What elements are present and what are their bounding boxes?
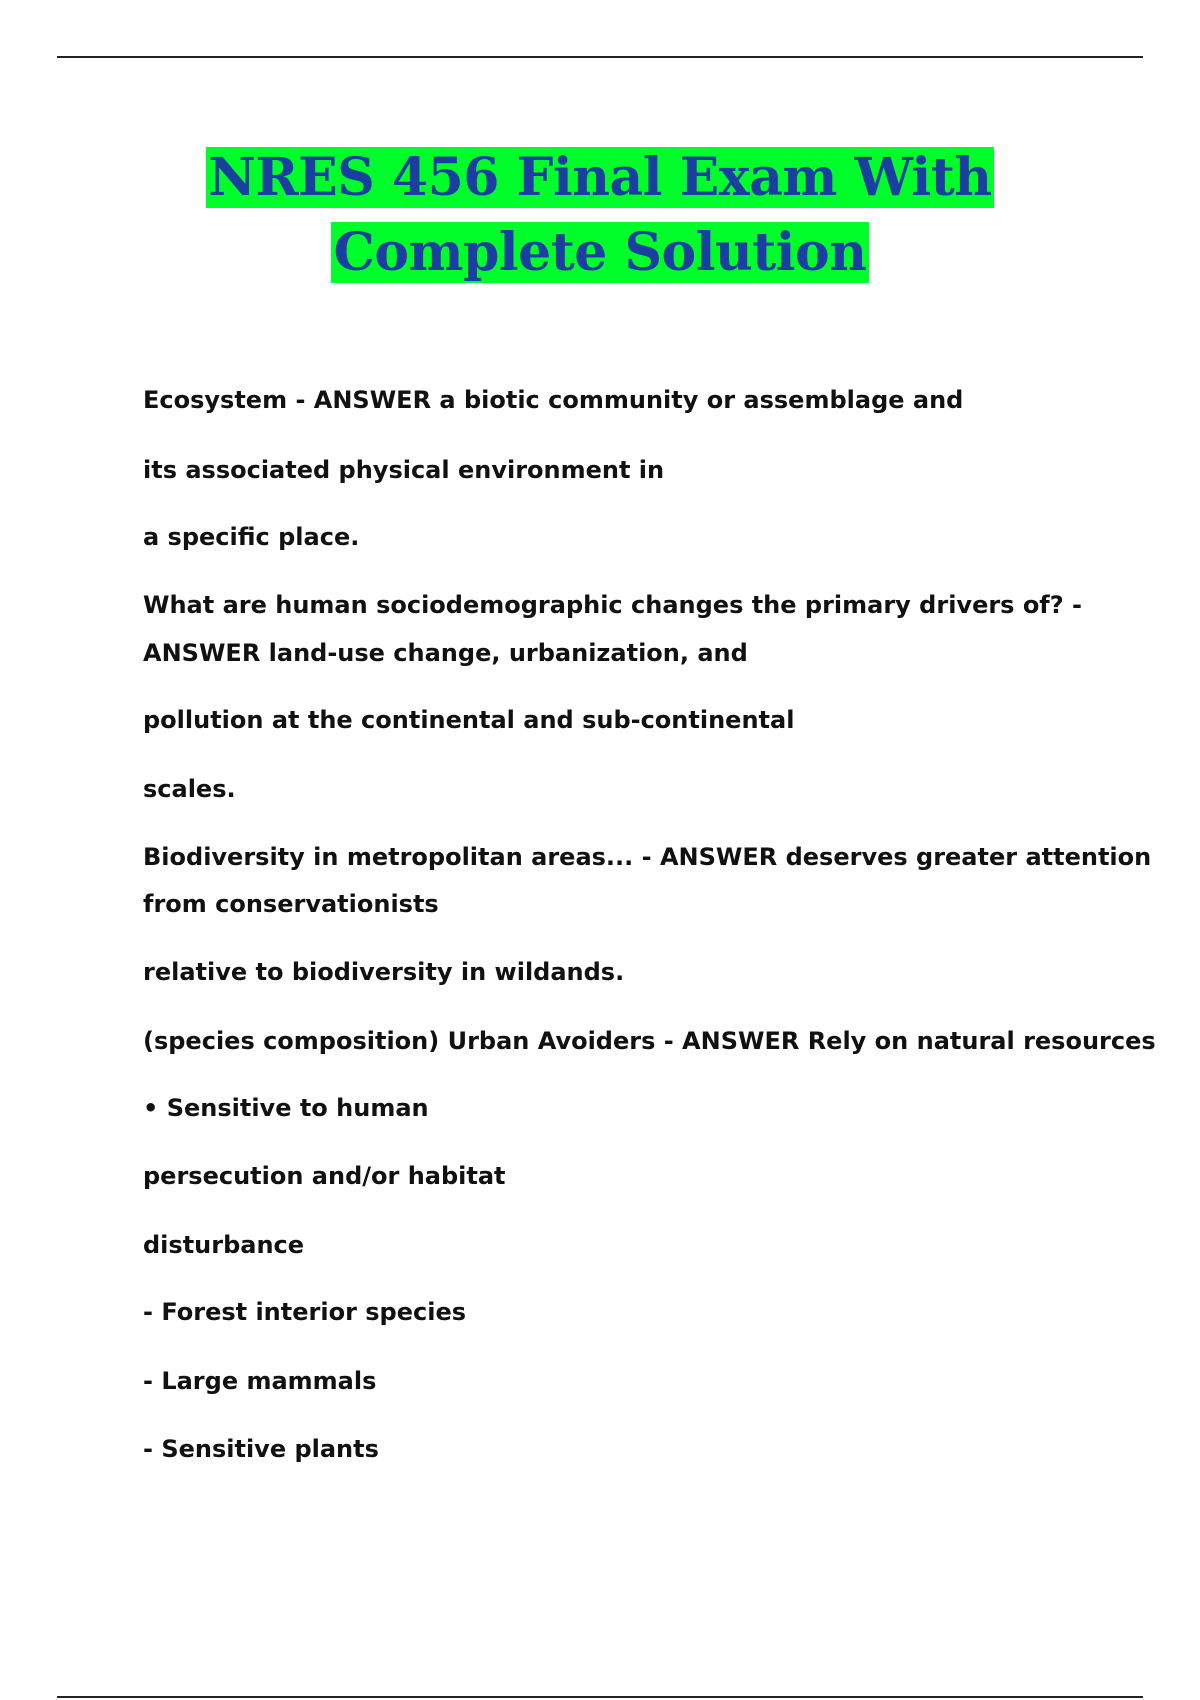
text-line: its associated physical environment in (143, 456, 665, 484)
text-line: ANSWER land-use change, urbanization, and (143, 639, 748, 667)
text-line: from conservationists (143, 890, 439, 918)
list-item: - Forest interior species (143, 1298, 467, 1326)
title-line-2: Complete Solution (333, 222, 867, 283)
top-rule (57, 56, 1143, 58)
bottom-rule (57, 1696, 1143, 1698)
text-line: (species composition) Urban Avoiders - ANSWER Rely on natural resources (143, 1027, 1156, 1055)
text-line: What are human sociodemographic changes the primary drivers of? - (143, 591, 1082, 619)
text-line: Biodiversity in metropolitan areas... - ANSWER deserves greater attention (143, 843, 1152, 871)
text-line: relative to biodiversity in wildands. (143, 958, 625, 986)
text-line: a specific place. (143, 523, 360, 551)
document-title (0, 140, 1200, 290)
list-item: - Large mammals (143, 1367, 377, 1395)
text-line: scales. (143, 775, 236, 803)
text-line: persecution and/or habitat (143, 1162, 506, 1190)
list-item: - Sensitive plants (143, 1435, 379, 1463)
title-line-1: NRES 456 Final Exam With (208, 147, 992, 208)
text-line: Ecosystem - ANSWER a biotic community or assemblage and (143, 386, 964, 414)
list-item: • Sensitive to human (143, 1094, 429, 1122)
text-line: disturbance (143, 1231, 305, 1259)
text-line: pollution at the continental and sub-continental (143, 706, 795, 734)
